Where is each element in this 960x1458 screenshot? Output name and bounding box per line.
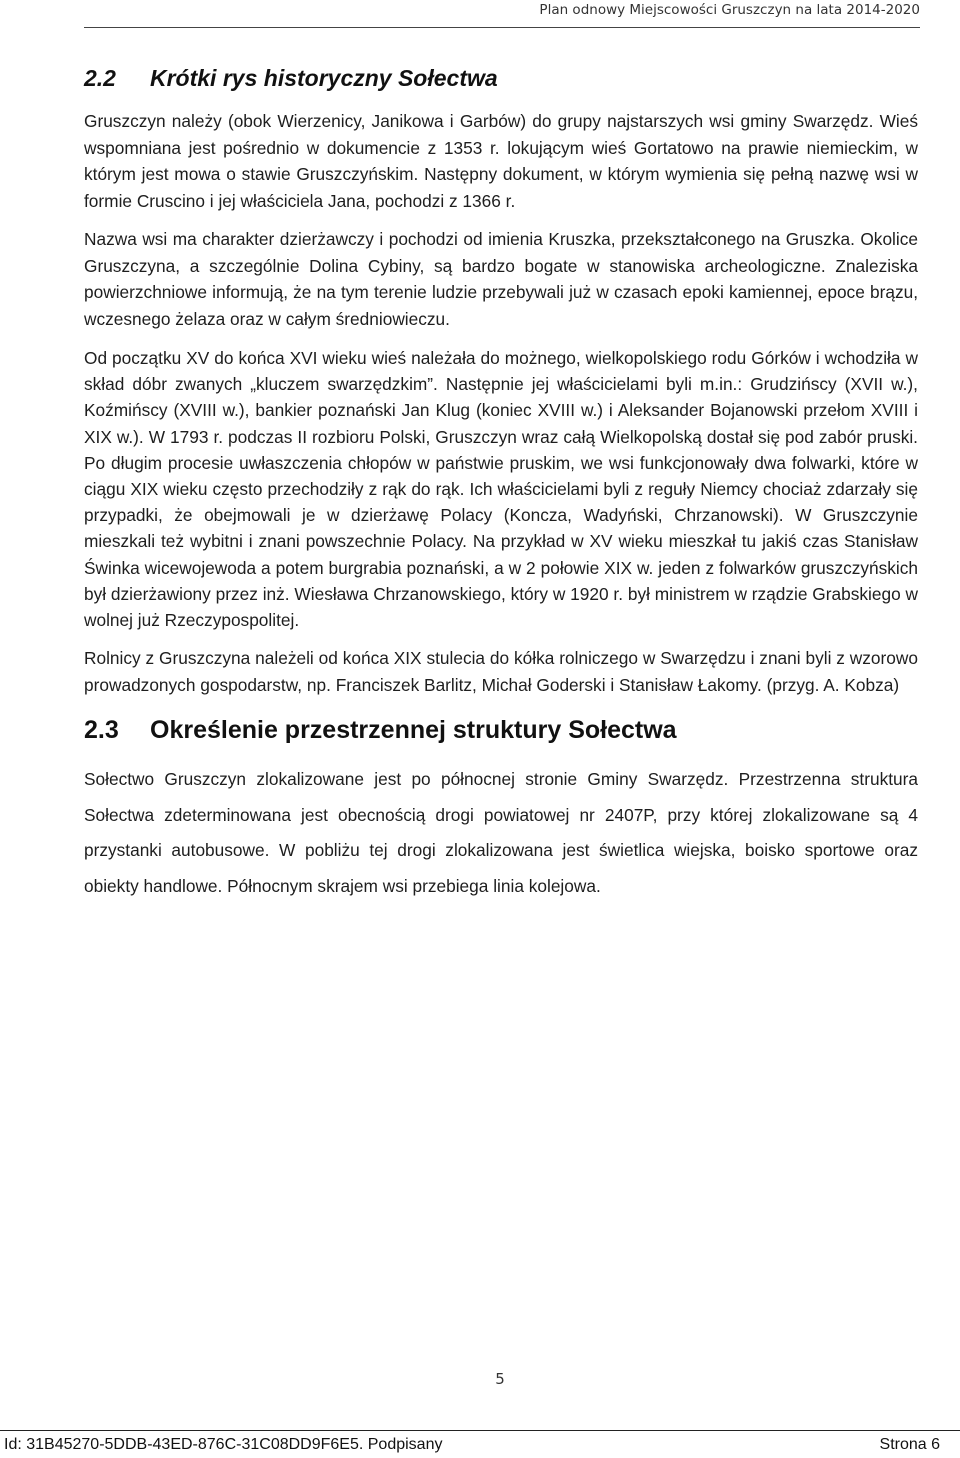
paragraph: Nazwa wsi ma charakter dzierżawczy i pochodzi od imienia Kruszka, przekształconego na Gruszka. Okolice Gruszczyna, a szczególnie Dolina Cybiny, są bardzo bogate w stanowiska archeologiczne. Znaleziska powierzchniowe informują, że na tym terenie ludzie przebywali już w czasach epoki kamiennej, epoce brązu, wczesnego żelaza oraz w całym średniowieczu. [84,229,918,329]
paragraph: Gruszczyn należy (obok Wierzenicy, Janikowa i Garbów) do grupy najstarszych wsi gminy Swarzędz. Wieś wspomniana jest pośrednio w dokumencie z 1353 r. lokującym wieś Gortatowo na prawie niemieckim, w którym jest mowa o stawie Gruszczyńskim. Następny dokument, w którym wymienia się pełną nazwę wsi w formie Cruscino i jej właściciela Jana, pochodzi z 1366 r. [84,111,918,211]
running-header: Plan odnowy Miejscowości Gruszczyn na lata 2014-2020 [539,2,920,18]
section-heading-structure [84,710,918,750]
footer-page-label: Strona 6 [879,1436,940,1453]
paragraph: Sołectwo Gruszczyn zlokalizowane jest po północnej stronie Gminy Swarzędz. Przestrzenna struktura Sołectwa zdeterminowana jest obecnością drogi powiatowej nr 2407P, przy której zlokalizowane są 4 przystanki autobusowe. W pobliżu tej drogi zlokalizowana jest świetlica wiejska, boisko sportowe oraz obiekty handlowe. Północnym skrajem wsi przebiega linia kolejowa. [84,769,918,897]
section-number: 2.3 [84,716,119,745]
paragraph: Rolnicy z Gruszczyna należeli od końca XIX stulecia do kółka rolniczego w Swarzędzu i znani byli z wzorowo prowadzonych gospodarstw, np. Franciszek Barlitz, Michał Goderski i Stanisław Łakomy. (przyg. A. Kobza) [84,648,918,695]
page-number: 5 [495,1370,505,1388]
section-title: Krótki rys historyczny Sołectwa [150,65,498,91]
page-content [84,58,918,905]
paragraph: Od początku XV do końca XVI wieku wieś należała do możnego, wielkopolskiego rodu Górków i wchodziła w skład dóbr zwanych „kluczem swarzędzkim”. Następnie jej właścicielami byli m.in.: Grudzińscy (XVII w.), Koźmińscy (XVIII w.), bankier poznański Jan Klug (koniec XVIII w.) i Aleksander Bojanowski przełom XVIII i XIX w.). W 1793 r. podczas II rozbioru Polski, Gruszczyn wraz całą Wielkopolską dostał się pod zabór pruski. Po długim procesie uwłaszczenia chłopów w państwie pruskim, we wsi funkcjonowały dwa folwarki, które w ciągu XIX wieku często przechodziły z rąk do rąk. Ich właścicielami byli z reguły Niemcy chociaż zdarzały się przypadki, że obejmowali je w dzierżawę Polacy (Koncza, Wadyński, Chrzanowski). W Gruszczynie mieszkali też wybitni i znani powszechnie Polacy. Na przykład w XV wieku mieszkał tu jakiś czas Stanisław Świnka wicewojewoda a potem burgrabia poznański, a w 2 połowie XIX w. jeden z folwarków gruszczyńskich był dzierżawiony przez inż. Wiesława Chrzanowskiego, który w 1920 r. był ministrem w rządzie Grabskiego w wolnej już Rzeczypospolitej. [84,348,918,631]
header-divider [84,27,920,28]
section-number: 2.2 [84,65,116,91]
footer-divider [0,1430,960,1431]
section-heading-history [84,58,918,98]
section-title: Określenie przestrzennej struktury Sołectwa [150,716,677,745]
footer-document-id: Id: 31B45270-5DDB-43ED-876C-31C08DD9F6E5. Podpisany [4,1436,443,1453]
